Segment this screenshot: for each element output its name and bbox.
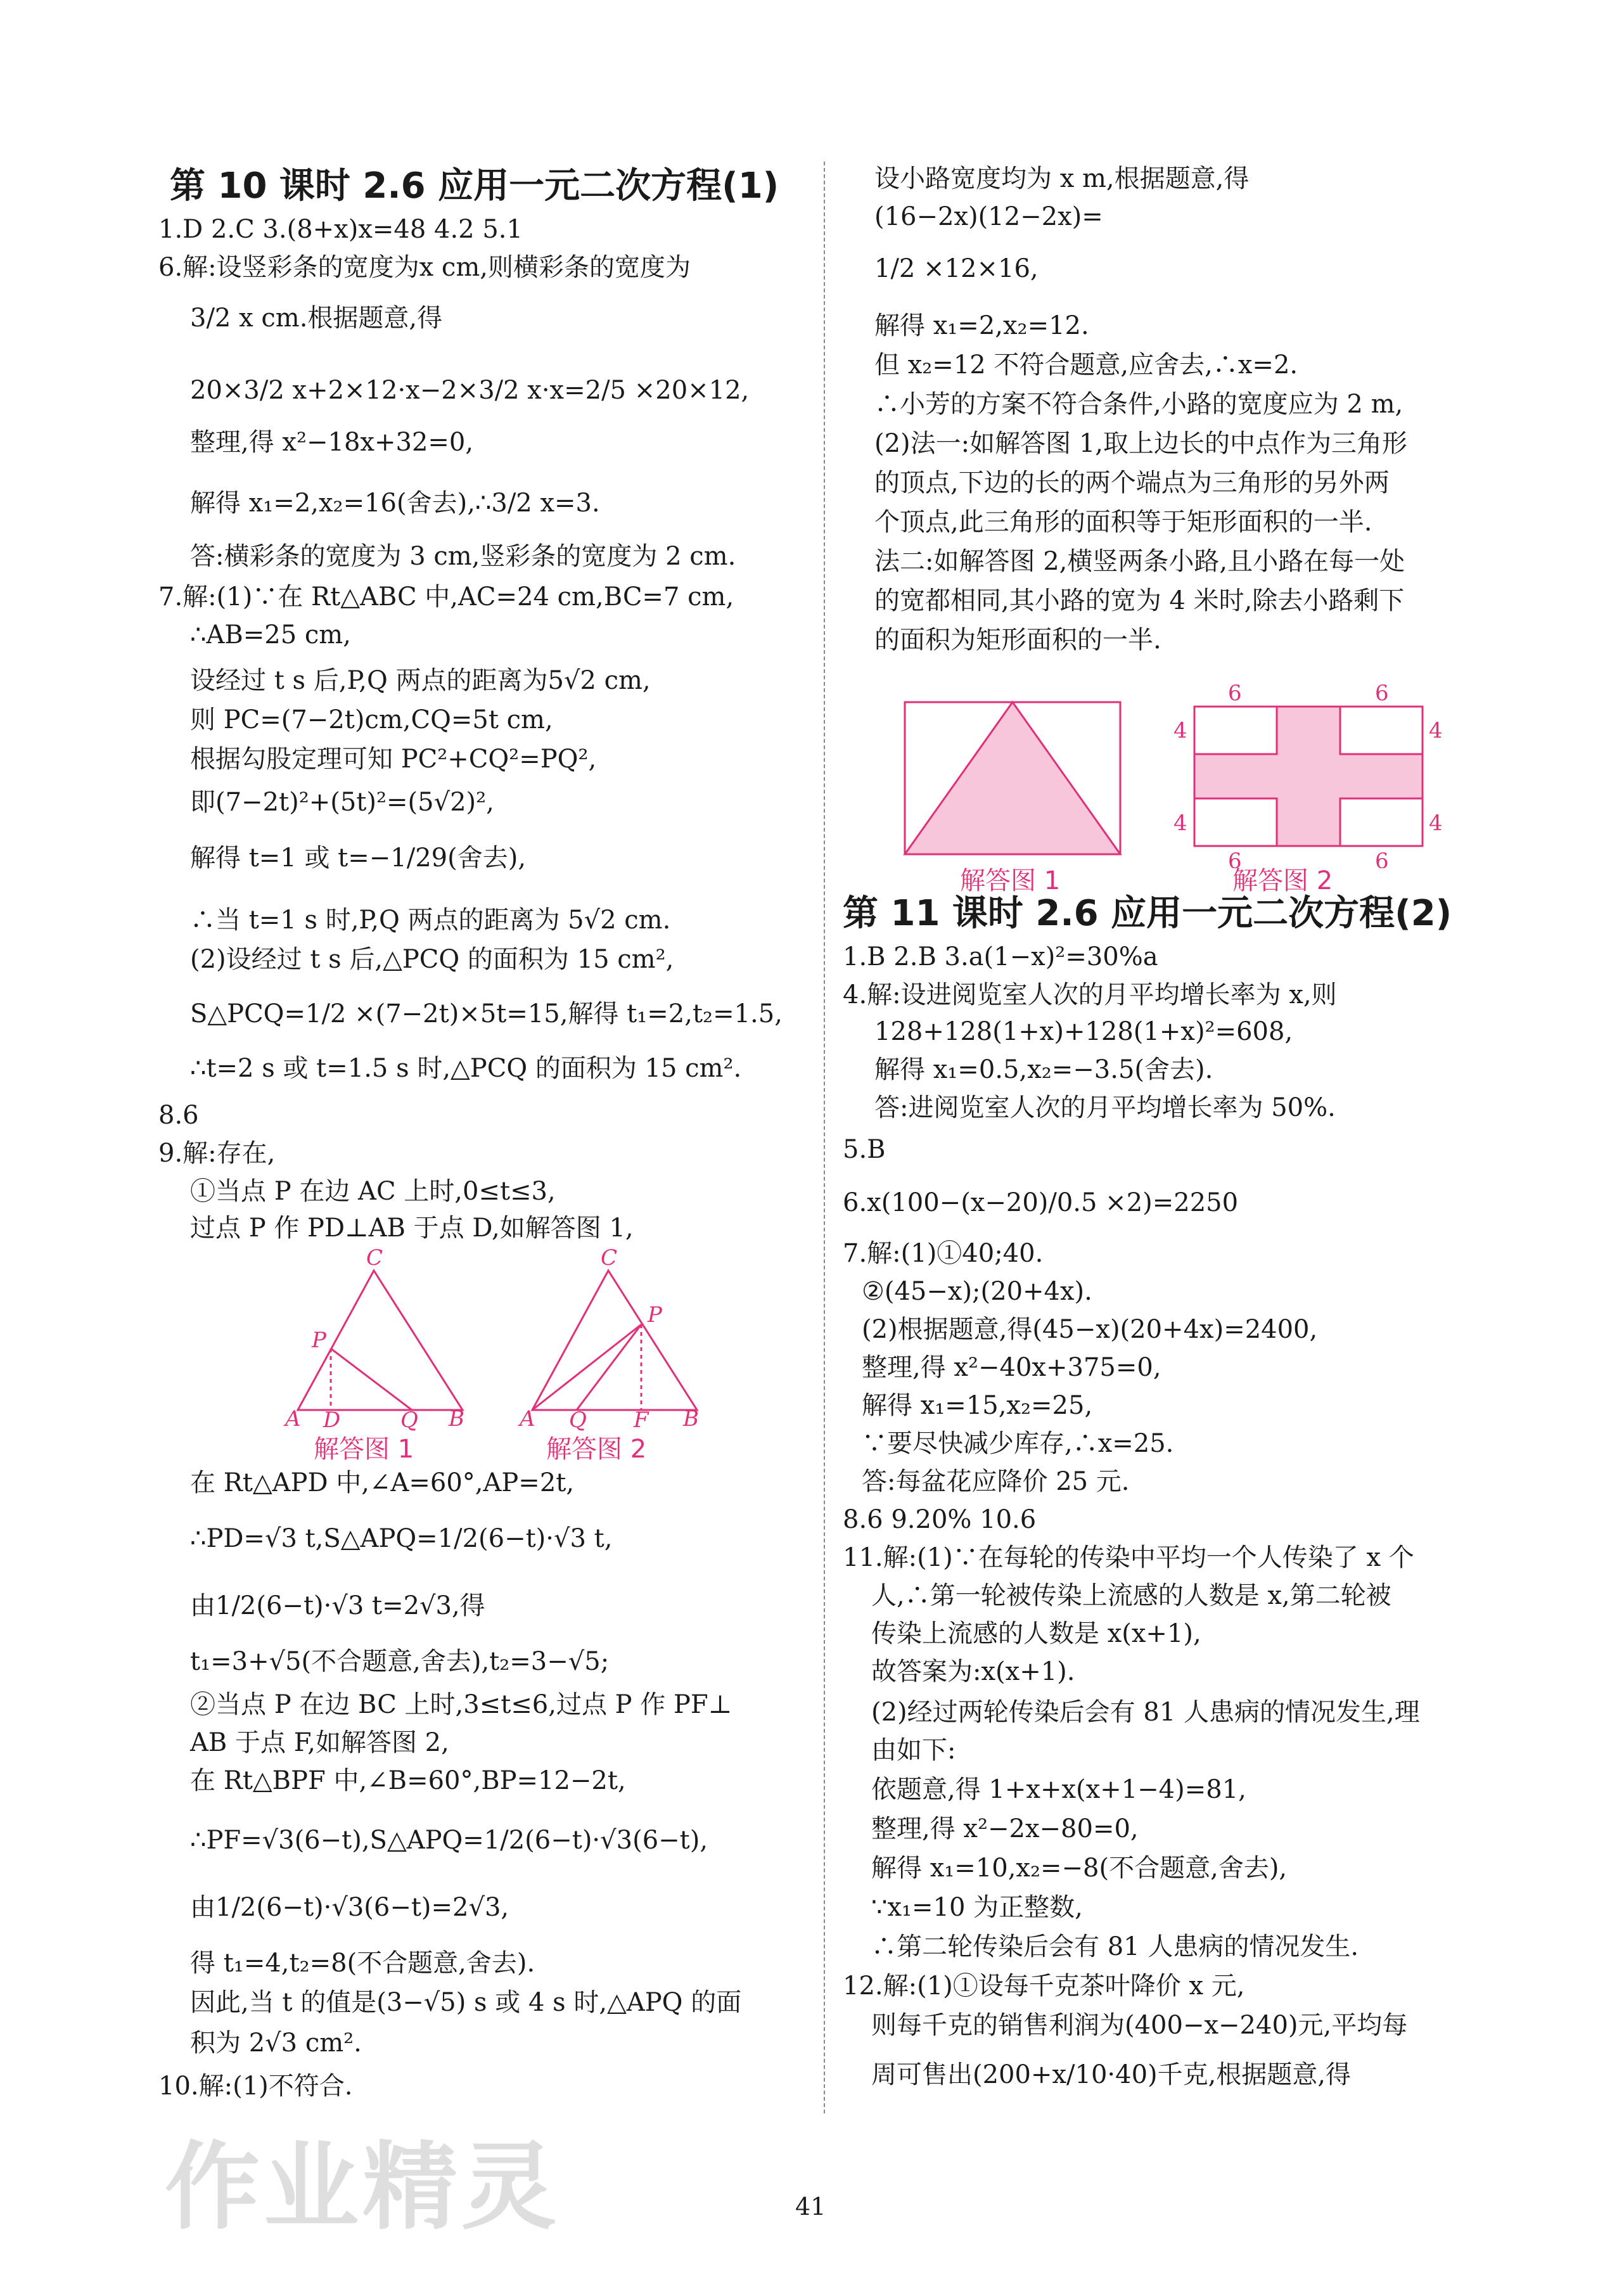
answer-line: 20×3/2 x+2×12·x−2×3/2 x·x=2/5 ×20×12, — [190, 376, 750, 405]
answer-line: (2)根据题意,得(45−x)(20+4x)=2400, — [862, 1315, 1318, 1344]
answer-line: 由如下: — [871, 1736, 956, 1765]
page-number: 41 — [795, 2193, 826, 2221]
svg-text:A: A — [285, 1406, 301, 1432]
answer-line: 答:进阅览室人次的月平均增长率为 50%. — [874, 1093, 1336, 1122]
column-divider — [824, 162, 825, 2113]
answer-line: 在 Rt△BPF 中,∠B=60°,BP=12−2t, — [190, 1766, 626, 1795]
answer-line: ∵x₁=10 为正整数, — [871, 1893, 1083, 1922]
dim-label: 6 — [1228, 681, 1242, 706]
svg-text:B: B — [449, 1406, 464, 1432]
answer-line: S△PCQ=1/2 ×(7−2t)×5t=15,解得 t₁=2,t₂=1.5, — [190, 999, 783, 1029]
svg-text:D: D — [323, 1407, 341, 1432]
svg-text:Q: Q — [569, 1407, 587, 1432]
dim-label: 4 — [1173, 811, 1187, 836]
answer-line: 则 PC=(7−2t)cm,CQ=5t cm, — [190, 705, 553, 734]
watermark-logo: 作业精灵 — [165, 2132, 561, 2243]
answer-line: 5.B — [843, 1135, 886, 1164]
answer-line: ∴当 t=1 s 时,P,Q 两点的距离为 5√2 cm. — [190, 906, 671, 935]
answer-line: 个顶点,此三角形的面积等于矩形面积的一半. — [874, 508, 1372, 537]
answer-line: 8.6 — [158, 1101, 199, 1130]
answer-line: 1/2 ×12×16, — [874, 254, 1039, 283]
dim-label: 6 — [1375, 849, 1389, 868]
answer-line: 答:横彩条的宽度为 3 cm,竖彩条的宽度为 2 cm. — [190, 542, 736, 571]
answer-line: 的宽都相同,其小路的宽为 4 米时,除去小路剩下 — [874, 586, 1405, 615]
svg-text:C: C — [366, 1245, 383, 1271]
left-figure-2-caption: 解答图 2 — [546, 1435, 647, 1464]
answer-line: 则每千克的销售利润为(400−x−240)元,平均每 — [871, 2011, 1408, 2040]
dim-label: 6 — [1228, 849, 1242, 868]
answer-line: 但 x₂=12 不符合题意,应舍去,∴x=2. — [874, 350, 1298, 380]
answer-line: ②当点 P 在边 BC 上时,3≤t≤6,过点 P 作 PF⊥ — [190, 1690, 732, 1719]
answer-line: 解得 t=1 或 t=−1/29(舍去), — [190, 843, 527, 873]
answer-line: 10.解:(1)不符合. — [158, 2072, 353, 2101]
answer-line: 得 t₁=4,t₂=8(不合题意,舍去). — [190, 1949, 535, 1978]
dim-label: 4 — [1429, 718, 1443, 743]
answer-line: 传染上流感的人数是 x(x+1), — [871, 1619, 1201, 1648]
answer-line: ∴小芳的方案不符合条件,小路的宽度应为 2 m, — [874, 390, 1403, 419]
answer-line: 11.解:(1)∵在每轮的传染中平均一个人传染了 x 个 — [843, 1543, 1414, 1572]
lesson-11-heading: 第 11 课时 2.6 应用一元二次方程(2) — [843, 893, 1452, 934]
answer-line: 1.B 2.B 3.a(1−x)²=30%a — [843, 942, 1158, 971]
answer-line: ∵要尽快减少库存,∴x=25. — [862, 1429, 1174, 1458]
answer-line: 法二:如解答图 2,横竖两条小路,且小路在每一处 — [874, 547, 1405, 576]
svg-text:P: P — [648, 1302, 662, 1328]
svg-text:F: F — [634, 1407, 649, 1432]
dim-label: 4 — [1173, 718, 1187, 743]
answer-line: 8.6 9.20% 10.6 — [843, 1505, 1037, 1534]
answer-line: 解得 x₁=2,x₂=16(舍去),∴3/2 x=3. — [190, 489, 600, 518]
right-figure-2-caption: 解答图 2 — [1232, 866, 1333, 895]
answer-line: ∴PD=√3 t,S△APQ=1/2(6−t)·√3 t, — [190, 1524, 613, 1553]
left-figure-2 — [513, 1242, 716, 1432]
answer-line: 答:每盆花应降价 25 元. — [862, 1467, 1130, 1496]
answer-line: AB 于点 F,如解答图 2, — [190, 1728, 449, 1757]
dim-label: 4 — [1429, 811, 1443, 836]
answer-line: 依题意,得 1+x+x(x+1−4)=81, — [871, 1775, 1246, 1804]
answer-line: 1.D 2.C 3.(8+x)x=48 4.2 5.1 — [158, 215, 523, 244]
answer-line: 整理,得 x²−18x+32=0, — [190, 428, 474, 457]
right-figure-1 — [900, 697, 1134, 862]
left-figure-1 — [279, 1242, 482, 1432]
answer-line: 设经过 t s 后,P,Q 两点的距离为5√2 cm, — [190, 666, 651, 695]
answer-line: ②(45−x);(20+4x). — [862, 1277, 1092, 1306]
answer-line: t₁=3+√5(不合题意,舍去),t₂=3−√5; — [190, 1647, 610, 1676]
answer-line: 3/2 x cm.根据题意,得 — [190, 304, 443, 333]
answer-line: 根据勾股定理可知 PC²+CQ²=PQ², — [190, 745, 597, 774]
answer-line: 4.解:设进阅览室人次的月平均增长率为 x,则 — [843, 980, 1337, 1009]
answer-line: (16−2x)(12−2x)= — [874, 202, 1103, 231]
answer-line: 7.解:(1)∵在 Rt△ABC 中,AC=24 cm,BC=7 cm, — [158, 582, 734, 612]
answer-line: 12.解:(1)①设每千克茶叶降价 x 元, — [843, 1971, 1245, 2001]
svg-text:B: B — [683, 1406, 699, 1432]
answer-line: ①当点 P 在边 AC 上时,0≤t≤3, — [190, 1177, 556, 1206]
answer-line: 设小路宽度均为 x m,根据题意,得 — [874, 164, 1250, 193]
answer-line: 因此,当 t 的值是(3−√5) s 或 4 s 时,△APQ 的面 — [190, 1988, 742, 2017]
dim-label: 6 — [1375, 681, 1389, 706]
answer-line: 积为 2√3 cm². — [190, 2028, 362, 2058]
answer-line: 解得 x₁=0.5,x₂=−3.5(舍去). — [874, 1055, 1213, 1084]
answer-line: 解得 x₁=15,x₂=25, — [862, 1391, 1093, 1420]
answer-line: 由1/2(6−t)·√3(6−t)=2√3, — [190, 1893, 509, 1922]
answer-line: 的面积为矩形面积的一半. — [874, 625, 1161, 655]
answer-line: 7.解:(1)①40;40. — [843, 1239, 1044, 1268]
answer-line: 6.x(100−(x−20)/0.5 ×2)=2250 — [843, 1188, 1239, 1217]
right-figure-1-caption: 解答图 1 — [960, 866, 1061, 895]
answer-line: 解得 x₁=2,x₂=12. — [874, 311, 1089, 340]
answer-line: 人,∴第一轮被传染上流感的人数是 x,第二轮被 — [871, 1581, 1391, 1610]
svg-text:P: P — [312, 1328, 326, 1353]
answer-line: 故答案为:x(x+1). — [871, 1657, 1075, 1686]
left-figure-1-caption: 解答图 1 — [314, 1435, 414, 1464]
answer-line: ∴第二轮传染后会有 81 人患病的情况发生. — [871, 1932, 1359, 1961]
answer-line: ∴t=2 s 或 t=1.5 s 时,△PCQ 的面积为 15 cm². — [190, 1054, 742, 1083]
answer-line: 解得 x₁=10,x₂=−8(不合题意,舍去), — [871, 1854, 1288, 1883]
answer-line: 整理,得 x²−2x−80=0, — [871, 1814, 1139, 1843]
svg-text:Q: Q — [400, 1407, 418, 1432]
answer-line: 128+128(1+x)+128(1+x)²=608, — [874, 1017, 1293, 1046]
answer-line: 即(7−2t)²+(5t)²=(5√2)², — [190, 788, 494, 817]
answer-line: (2)经过两轮传染后会有 81 人患病的情况发生,理 — [871, 1698, 1420, 1727]
answer-line: 周可售出(200+x/10·40)千克,根据题意,得 — [871, 2060, 1352, 2089]
answer-line: ∴PF=√3(6−t),S△APQ=1/2(6−t)·√3(6−t), — [190, 1826, 708, 1855]
answer-line: 的顶点,下边的长的两个端点为三角形的另外两 — [874, 468, 1390, 497]
answer-line: 6.解:设竖彩条的宽度为x cm,则横彩条的宽度为 — [158, 253, 691, 282]
right-figure-2 — [1166, 678, 1451, 868]
answer-line: (2)设经过 t s 后,△PCQ 的面积为 15 cm², — [190, 945, 674, 974]
answer-line: 由1/2(6−t)·√3 t=2√3,得 — [190, 1591, 485, 1620]
answer-line: 9.解:存在, — [158, 1139, 276, 1168]
answer-line: 在 Rt△APD 中,∠A=60°,AP=2t, — [190, 1468, 575, 1497]
answer-line: (2)法一:如解答图 1,取上边长的中点作为三角形 — [874, 429, 1408, 458]
svg-text:A: A — [520, 1406, 535, 1432]
answer-line: ∴AB=25 cm, — [190, 620, 351, 650]
lesson-10-heading: 第 10 课时 2.6 应用一元二次方程(1) — [170, 165, 779, 207]
svg-text:C: C — [601, 1245, 618, 1271]
answer-line: 整理,得 x²−40x+375=0, — [862, 1353, 1161, 1382]
answer-line: 过点 P 作 PD⊥AB 于点 D,如解答图 1, — [190, 1214, 634, 1243]
